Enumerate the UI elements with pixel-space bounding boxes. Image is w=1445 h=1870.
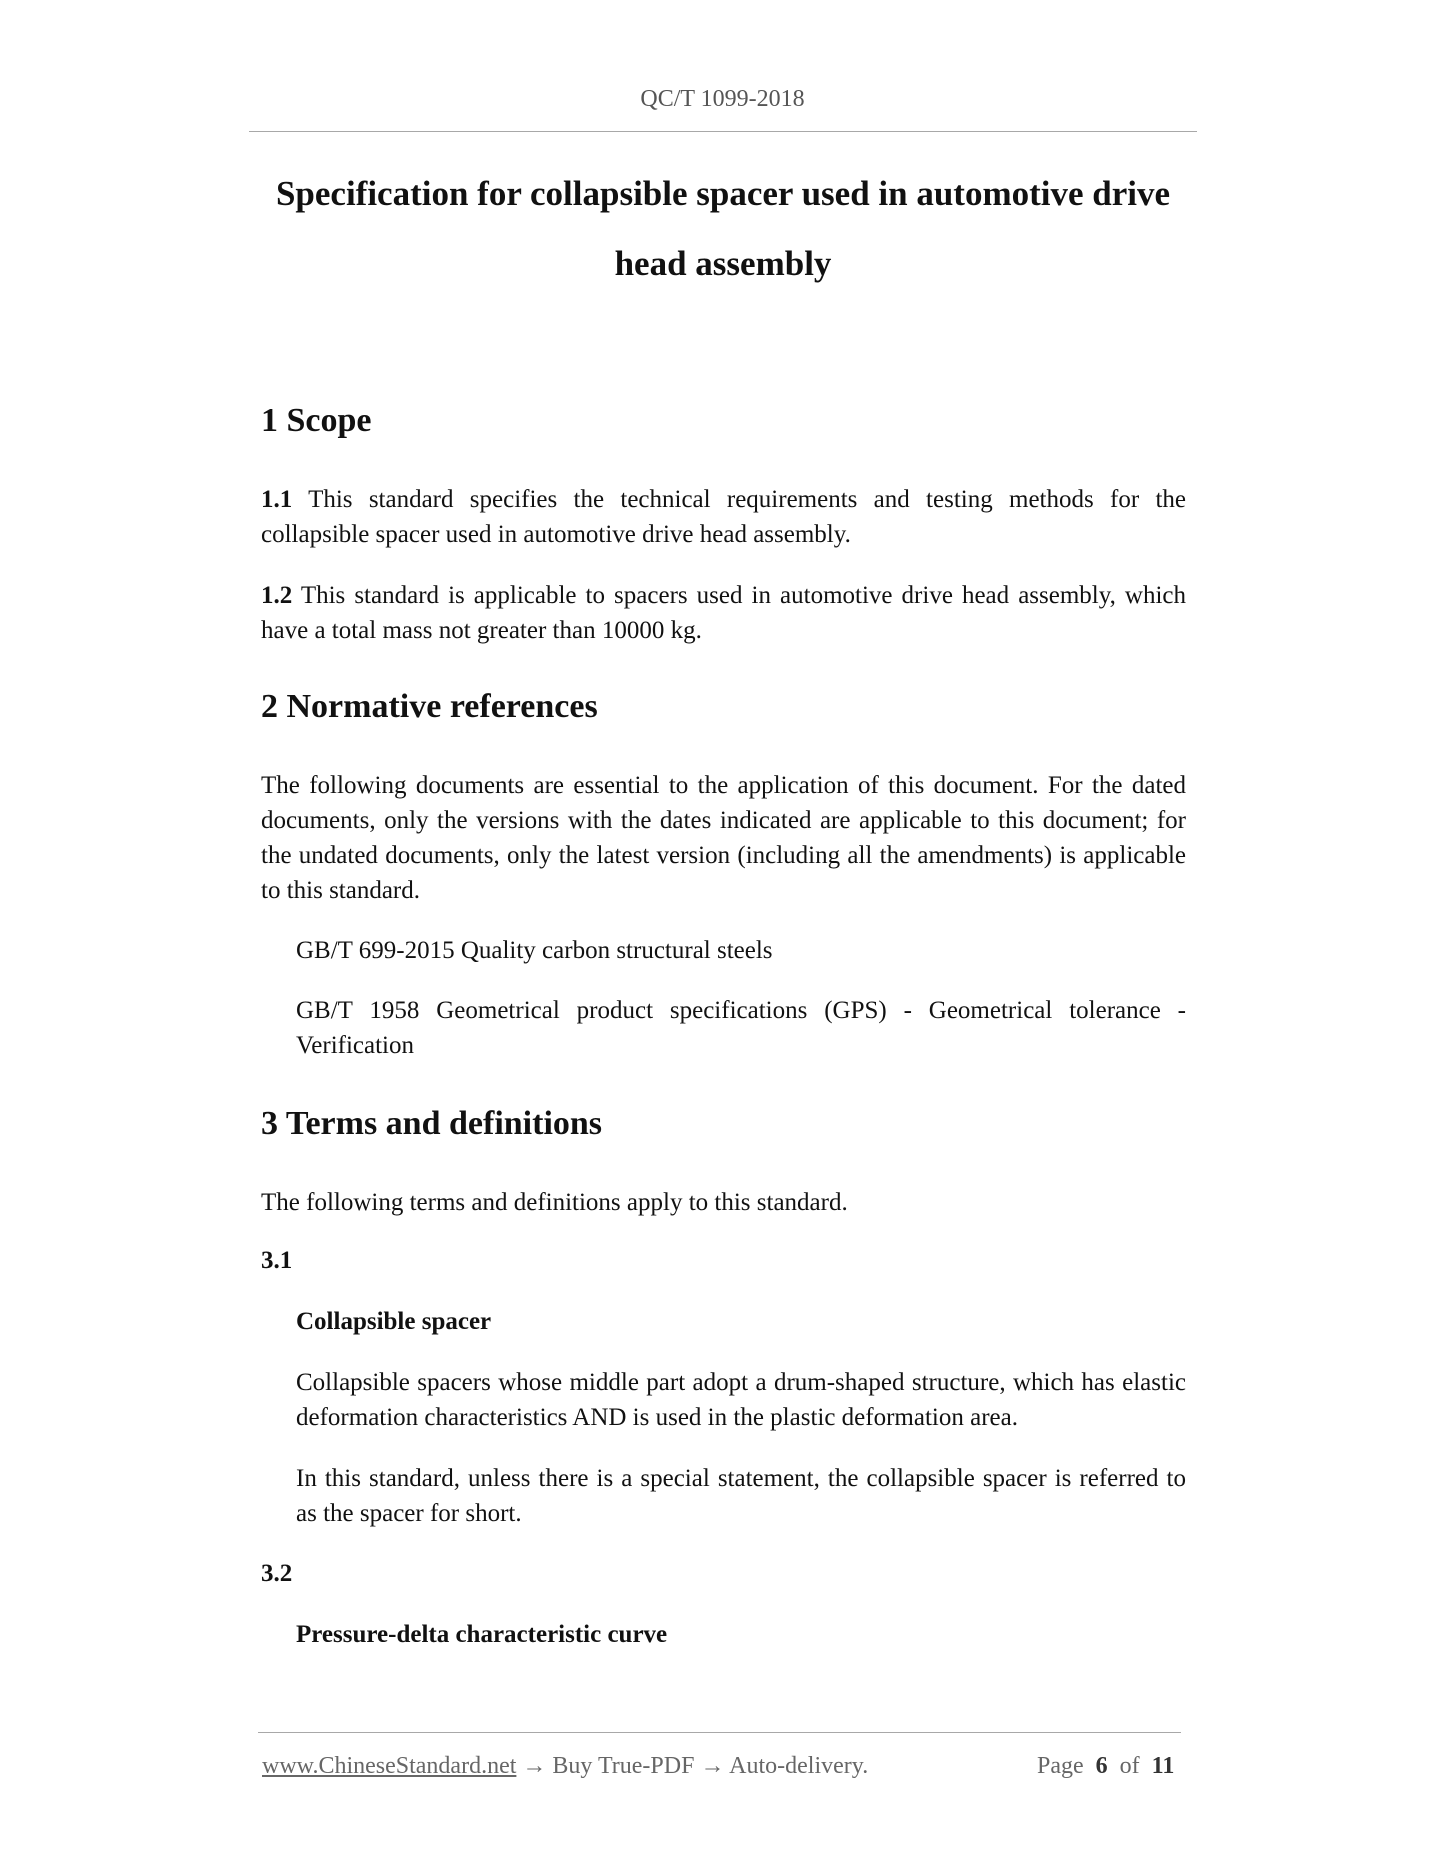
clause-1-1 (261, 482, 1186, 552)
footer-promo (262, 1753, 868, 1780)
reference-item: GB/T 699-2015 Quality carbon structural steels (296, 937, 773, 964)
term-3-1-definition: Collapsible spacers whose middle part adopt a drum-shaped structure, which has elastic deformation characteristics AND is used in the plastic deformation area. (296, 1369, 1186, 1431)
page-total: 11 (1151, 1753, 1175, 1779)
clause-1-1-text: This standard specifies the technical requirements and testing methods for the collapsible spacer used in automotive drive head assembly. (261, 486, 1186, 548)
page-of-label: of (1119, 1753, 1140, 1779)
term-3-1-note: In this standard, unless there is a special statement, the collapsible spacer is referred to as the spacer for short. (296, 1465, 1186, 1527)
term-3-1-name: Collapsible spacer (296, 1308, 492, 1335)
clause-1-2-number: 1.2 (261, 582, 293, 609)
section-3-heading: 3 Terms and definitions (261, 1105, 603, 1142)
page-current: 6 (1095, 1753, 1108, 1779)
footer-divider (258, 1732, 1181, 1733)
normative-references-intro: The following documents are essential to the application of this document. For the dated documents, only the versions with the dates indicated are applicable to this document; for the undated documents, only the latest version (including all the amendments) is applicable to this standard. (261, 772, 1186, 904)
term-3-2-name: Pressure-delta characteristic curve (296, 1621, 668, 1648)
chinesestandard-link[interactable]: www.ChineseStandard.net (262, 1753, 517, 1779)
document-code-header: QC/T 1099-2018 (640, 86, 805, 112)
section-1-heading: 1 Scope (261, 402, 372, 439)
header-divider (249, 131, 1197, 132)
arrow-right-icon: → (694, 1753, 730, 1779)
footer-buy-text: Buy True-PDF (552, 1753, 695, 1779)
document-title-line-1: Specification for collapsible spacer used in automotive drive (275, 174, 1171, 213)
arrow-right-icon: → (516, 1753, 553, 1779)
page-label: Page (1037, 1753, 1084, 1779)
clause-1-1-number: 1.1 (261, 486, 293, 513)
term-3-2-number: 3.2 (261, 1560, 293, 1587)
terms-intro: The following terms and definitions apply to this standard. (261, 1189, 848, 1216)
section-2-heading: 2 Normative references (261, 688, 598, 725)
term-3-1-number: 3.1 (261, 1247, 293, 1274)
page-indicator (1037, 1753, 1174, 1780)
reference-item: GB/T 1958 Geometrical product specifications (GPS) - Geometrical tolerance - Verification (296, 997, 1186, 1059)
footer-delivery-text: Auto-delivery. (729, 1753, 869, 1779)
document-title-line-2: head assembly (614, 244, 832, 283)
clause-1-2-text: This standard is applicable to spacers used in automotive drive head assembly, which have a total mass not greater than 10000 kg. (261, 582, 1186, 644)
clause-1-2 (261, 578, 1186, 648)
